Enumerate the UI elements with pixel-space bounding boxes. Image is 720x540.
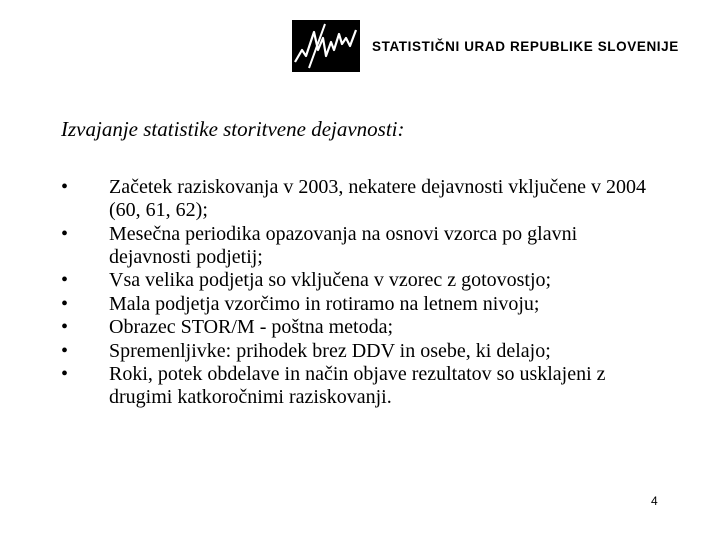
list-item xyxy=(60,223,660,269)
bullet-list xyxy=(60,176,660,410)
bullet-icon: • xyxy=(61,316,69,338)
bullet-icon: • xyxy=(61,339,69,362)
slide-title: Izvajanje statistike storitvene dejavnosti: xyxy=(61,117,405,141)
list-item-text: Roki, potek obdelave in način objave rezultatov so usklajeni z drugimi katkoročnimi raziskovanji. xyxy=(109,363,606,408)
list-item-text: Vsa velika podjetja so vključena v vzorec z gotovostjo; xyxy=(109,269,552,291)
list-item xyxy=(60,269,660,292)
bullet-icon: • xyxy=(61,363,69,385)
list-item xyxy=(60,176,660,222)
surs-logo-icon xyxy=(292,20,360,72)
list-item xyxy=(60,293,660,316)
organization-name: STATISTIČNI URAD REPUBLIKE SLOVENIJE xyxy=(372,38,679,54)
bullet-icon: • xyxy=(61,176,69,198)
bullet-icon: • xyxy=(61,222,69,245)
list-item-text: Spremenljivke: prihodek brez DDV in osebe, ki delajo; xyxy=(109,339,551,362)
list-item-text: Začetek raziskovanja v 2003, nekatere dejavnosti vključene v 2004 (60, 61, 62); xyxy=(109,176,647,221)
list-item xyxy=(60,316,660,339)
header-logo xyxy=(292,20,679,72)
list-item-text: Mesečna periodika opazovanja na osnovi vzorca po glavni dejavnosti podjetij; xyxy=(109,222,578,268)
page-number: 4 xyxy=(651,494,658,508)
bullet-icon: • xyxy=(61,269,69,291)
list-item-text: Mala podjetja vzorčimo in rotiramo na letnem nivoju; xyxy=(109,292,540,315)
list-item xyxy=(60,340,660,363)
list-item-text: Obrazec STOR/M - poštna metoda; xyxy=(109,316,394,338)
bullet-icon: • xyxy=(61,292,69,315)
list-item xyxy=(60,363,660,409)
